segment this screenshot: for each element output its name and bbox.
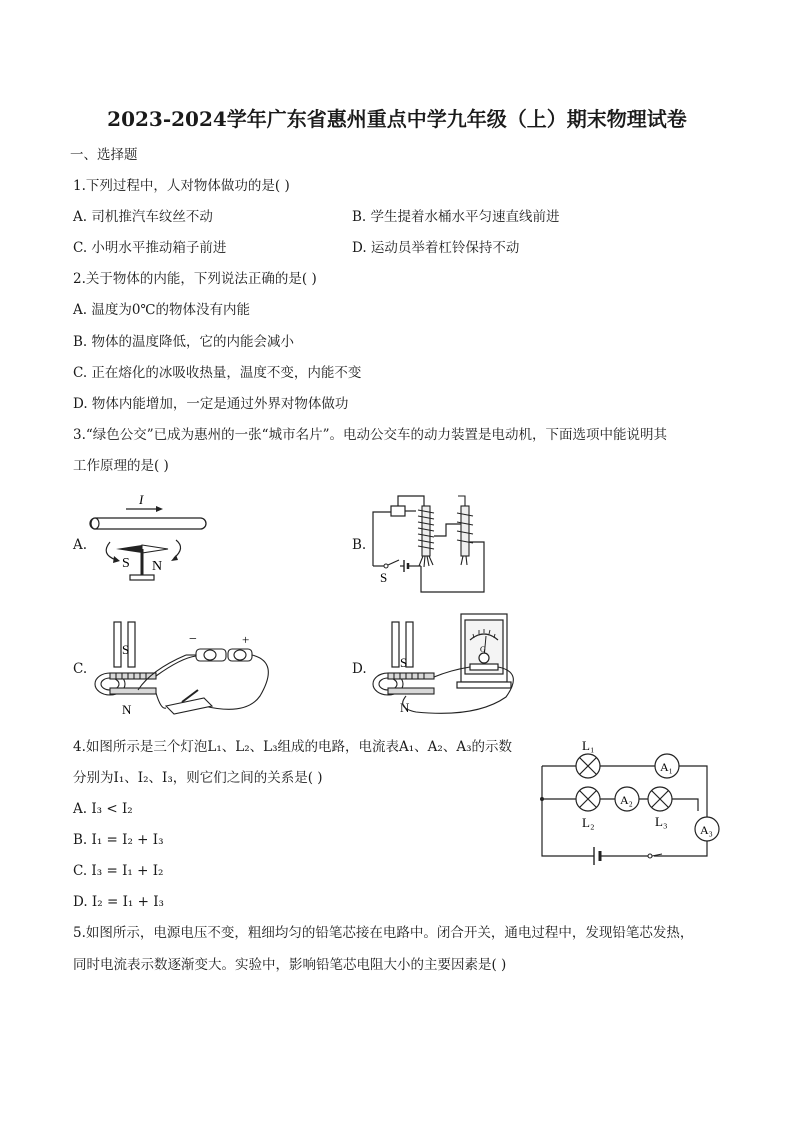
n-label: N [122, 702, 132, 717]
q4-stem-line2: 分别为I₁、I₂、I₃，则它们之间的关系是( ) [73, 770, 323, 786]
q3-figure-a-oersted [86, 490, 216, 585]
s-label: S [122, 642, 130, 657]
q3-option-d-label: D. [352, 661, 367, 677]
q2-option-c: C. 正在熔化的冰吸收热量，温度不变，内能不变 [73, 365, 362, 381]
q3-stem-line2: 工作原理的是( ) [73, 458, 169, 474]
magnet-n-arm [114, 622, 121, 667]
q4-stem-line1: 4.如图所示是三个灯泡L₁、L₂、L₃组成的电路，电流表A₁、A₂、A₃的示数 [73, 739, 512, 755]
q5-stem-line2: 同时电流表示数逐渐变大。实验中，影响铅笔芯电阻大小的主要因素是( ) [73, 957, 507, 973]
a2-label: A₂ [620, 793, 633, 807]
q3-figure-b-electromagnets [366, 494, 491, 594]
wire-rod [90, 518, 206, 529]
coil-right [457, 496, 473, 565]
q4-circuit-diagram [536, 736, 726, 878]
meter-label: G [480, 645, 486, 654]
q3-option-a-label: A. [73, 537, 88, 553]
q3-figure-d-generator [366, 612, 531, 720]
coil [373, 673, 434, 695]
knife-switch [166, 690, 212, 714]
q4-option-c: C. I₃ = I₁ + I₂ [73, 863, 164, 879]
l1-label: L₁ [582, 738, 595, 753]
a1-label: A₁ [660, 760, 673, 774]
a3-label: A₃ [700, 823, 713, 837]
q1-option-a: A. 司机推汽车纹丝不动 [73, 209, 213, 225]
plus-label: + [242, 632, 250, 647]
coil [95, 673, 156, 695]
page-title: 2023-2024学年广东省惠州重点中学九年级（上）期末物理试卷 [107, 107, 687, 131]
minus-label: − [189, 632, 197, 647]
section-heading: 一、选择题 [70, 147, 138, 163]
battery [196, 649, 252, 661]
q5-stem-line1: 5.如图所示，电源电压不变，粗细均匀的铅笔芯接在电路中。闭合开关，通电过程中，发现铅笔芯发热， [73, 925, 694, 941]
coil-left [418, 506, 434, 567]
q3-stem-line1: 3.“绿色公交”已成为惠州的一张“城市名片”。电动公交车的动力装置是电动机，下面选项中能说明其 [73, 427, 667, 443]
compass-needle-s [116, 545, 142, 553]
n-pole-label: N [152, 559, 163, 574]
s-pole-label: S [122, 556, 130, 571]
n-label: N [400, 700, 410, 715]
q1-option-c: C. 小明水平推动箱子前进 [73, 240, 227, 256]
q2-option-b: B. 物体的温度降低，它的内能会减小 [73, 334, 295, 350]
q3-figure-c-motor [86, 618, 280, 718]
s-label: S [400, 655, 408, 670]
q1-option-b: B. 学生提着水桶水平匀速直线前进 [352, 209, 560, 225]
q1-stem: 1.下列过程中，人对物体做功的是( ) [73, 178, 290, 194]
q3-option-b-label: B. [352, 537, 367, 553]
magnet-n-arm [392, 622, 399, 667]
battery [594, 847, 600, 865]
q4-option-d: D. I₂ = I₁ + I₃ [73, 894, 164, 910]
q2-stem: 2.关于物体的内能，下列说法正确的是( ) [73, 271, 317, 287]
junction-left [540, 797, 544, 801]
compass-needle-n [142, 545, 168, 553]
l3-label: L₃ [655, 814, 668, 829]
lamp-l3 [648, 787, 672, 811]
rheostat [391, 506, 405, 516]
l2-label: L₂ [582, 815, 595, 830]
switch-label: S [380, 570, 388, 585]
q4-option-b: B. I₁ = I₂ + I₃ [73, 832, 164, 848]
q2-option-d: D. 物体内能增加，一定是通过外界对物体做功 [73, 396, 349, 412]
q2-option-a: A. 温度为0℃的物体没有内能 [73, 302, 251, 318]
current-label: I [139, 492, 144, 507]
lamp-l1 [576, 754, 600, 778]
q4-option-a: A. I₃ < I₂ [73, 801, 133, 817]
lamp-l2 [576, 787, 600, 811]
q1-option-d: D. 运动员举着杠铃保持不动 [352, 240, 520, 256]
rotation-arrow-right [174, 540, 181, 558]
switch [388, 560, 399, 565]
q3-option-c-label: C. [73, 661, 88, 677]
